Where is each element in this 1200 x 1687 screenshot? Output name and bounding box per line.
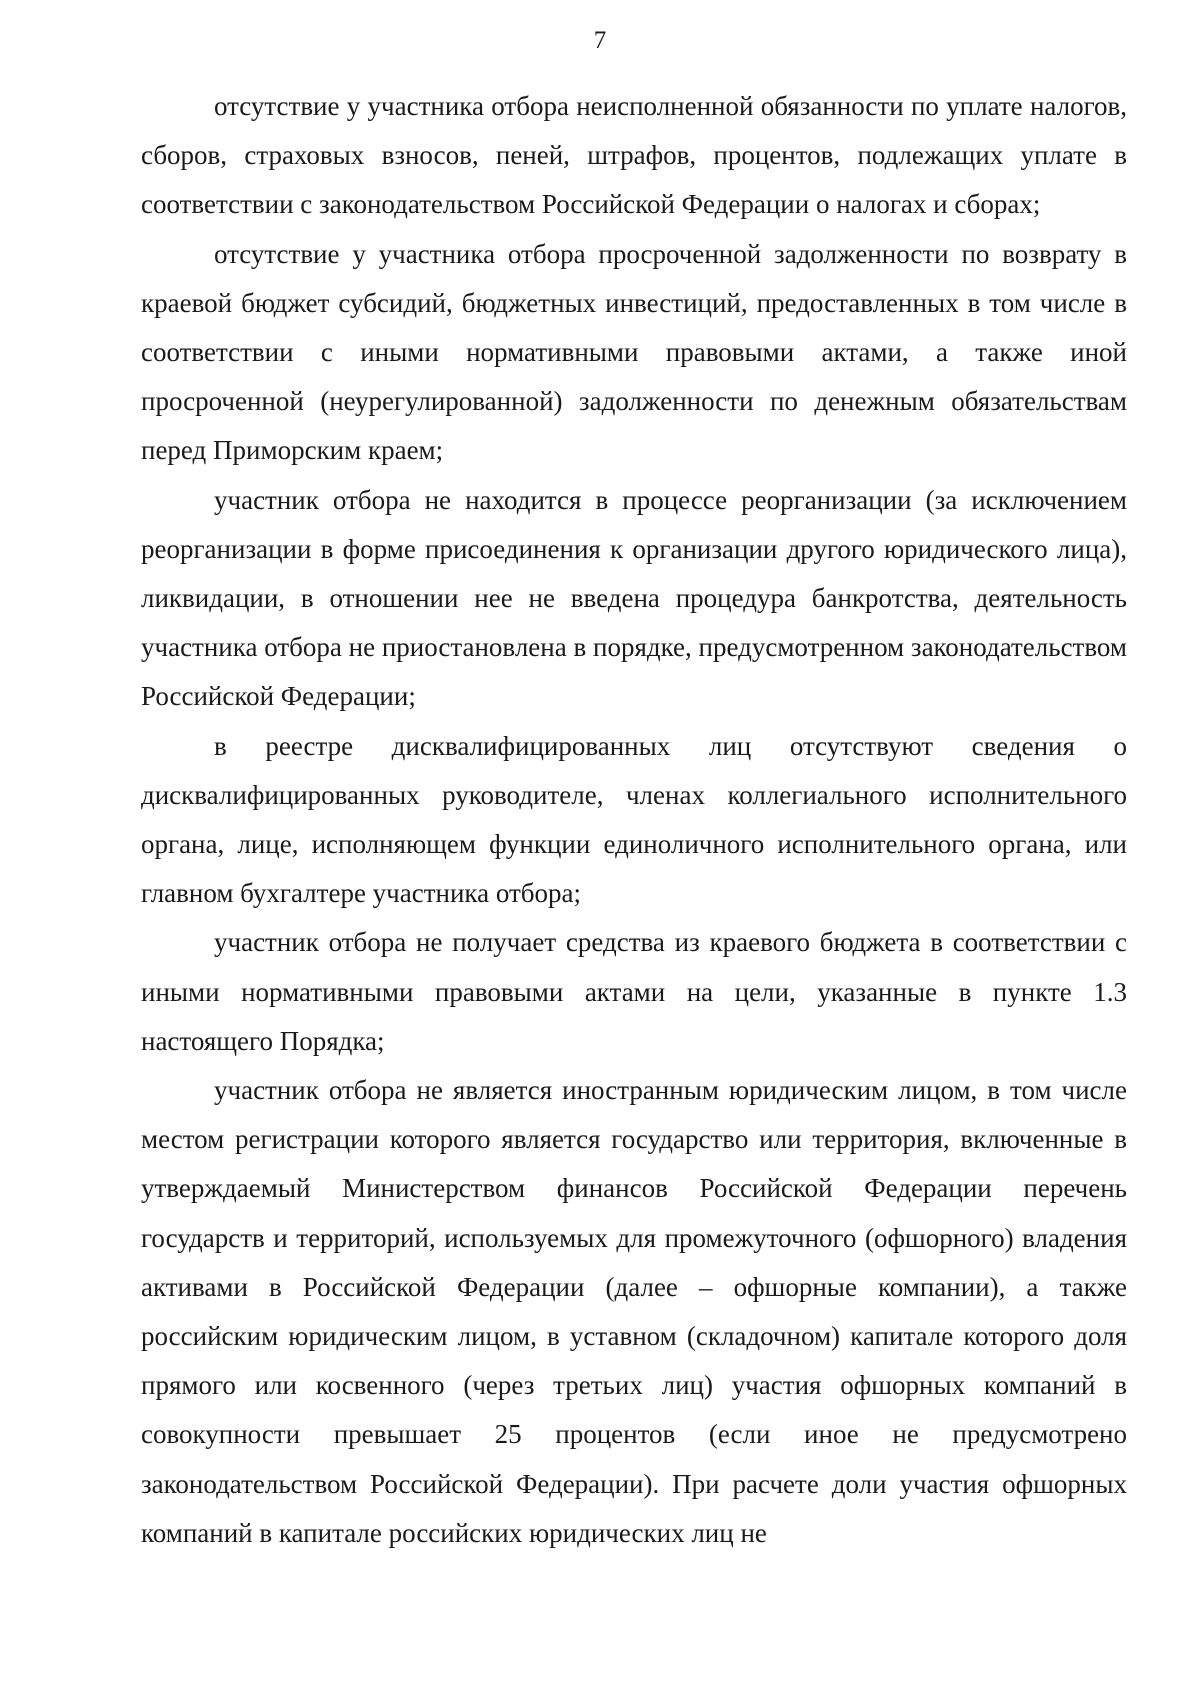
document-body (141, 82, 1127, 1558)
paragraph-disqualified-persons: в реестре дисквалифицированных лиц отсутствуют сведения о дисквалифицированных руководителе, членах коллегиального исполнительного органа, лице, исполняющем функции единоличного исполнительного органа, или главном бухгалтере участника отбора; (141, 730, 1127, 909)
paragraph-no-tax-debt: отсутствие у участника отбора неисполненной обязанности по уплате налогов, сборов, страховых взносов, пеней, штрафов, процентов, подлежащих уплате в соответствии с законодательством Российской Федерации о налогах и сборах; (141, 91, 1127, 220)
page-number: 7 (593, 27, 607, 54)
paragraph-no-overdue-debt: отсутствие у участника отбора просроченной задолженности по возврату в краевой бюджет субсидий, бюджетных инвестиций, предоставленных в том числе в соответствии с иными нормативными правовыми актами, а также иной просроченной (неурегулированной) задолженности по денежным обязательствам перед Приморским краем; (141, 238, 1127, 466)
paragraph-no-other-funds: участник отбора не получает средства из краевого бюджета в соответствии с иными нормативными правовыми актами на цели, указанные в пункте 1.3 настоящего Порядка; (141, 927, 1127, 1056)
paragraph-no-reorganization: участник отбора не находится в процессе реорганизации (за исключением реорганизации в форме присоединения к организации другого юридического лица), ликвидации, в отношении нее не введена процедура банкротства, деятельность участника отбора не приостановлена в порядке, предусмотренном законодательством Российской Федерации; (141, 484, 1127, 712)
paragraph-not-foreign-entity: участник отбора не является иностранным юридическим лицом, в том числе местом регистрации которого является государство или территория, включенные в утверждаемый Министерством финансов Российской Федерации перечень государств и территорий, используемых для промежуточного (офшорного) владения активами в Российской Федерации (далее – офшорные компании), а также российским юридическим лицом, в уставном (складочном) капитале которого доля прямого или косвенного (через третьих лиц) участия офшорных компаний в совокупности превышает 25 процентов (если иное не предусмотрено законодательством Российской Федерации). При расчете доли участия офшорных компаний в капитале российских юридических лиц не (141, 1075, 1127, 1548)
